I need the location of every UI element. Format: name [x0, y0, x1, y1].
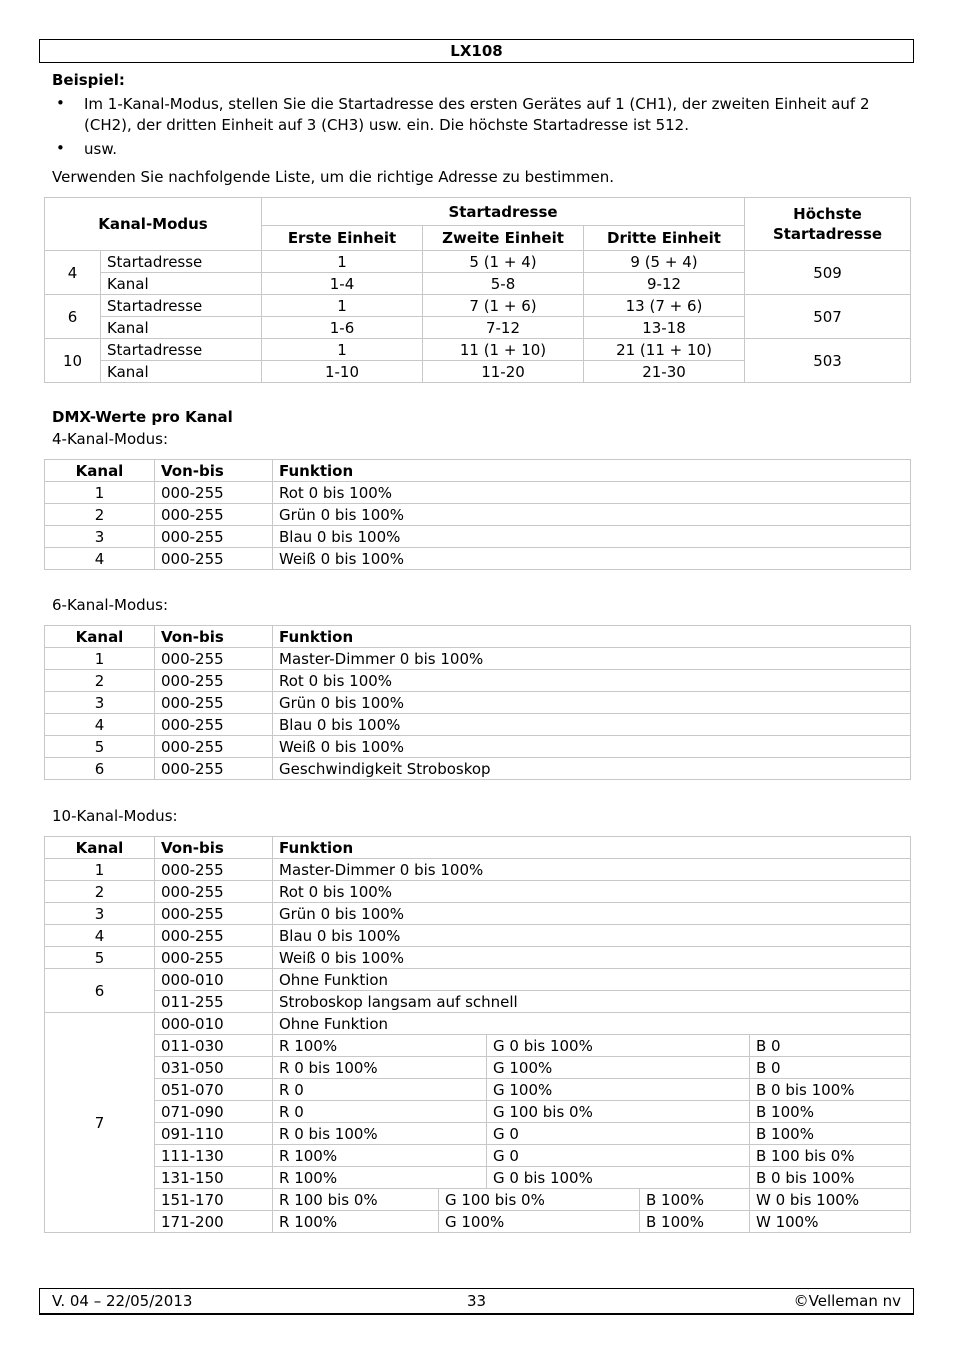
- mode10-label: 10-Kanal-Modus:: [52, 807, 178, 825]
- function-cell: Ohne Funktion: [273, 969, 911, 991]
- bullet-text-2: usw.: [84, 140, 117, 158]
- header-kanal: Kanal: [45, 626, 155, 648]
- red-value-cell: R 100%: [273, 1167, 487, 1189]
- table-row: [45, 482, 911, 504]
- function-cell: Grün 0 bis 100%: [273, 504, 911, 526]
- header-funktion: Funktion: [273, 460, 911, 482]
- channel-cell: 6: [45, 758, 155, 780]
- function-cell: Blau 0 bis 100%: [273, 925, 911, 947]
- table-row: [45, 1167, 911, 1189]
- page-footer: [39, 1288, 914, 1315]
- page-header: [39, 39, 914, 63]
- address-cell: 7 (1 + 6): [423, 295, 584, 317]
- channel-cell: 5: [45, 736, 155, 758]
- table-header-row: [45, 460, 911, 482]
- table-row: [45, 1013, 911, 1035]
- address-cell: 13 (7 + 6): [584, 295, 745, 317]
- footer-copyright: ©Velleman nv: [793, 1292, 901, 1310]
- example-heading: Beispiel:: [52, 71, 125, 89]
- table-row: [45, 1123, 911, 1145]
- red-value-cell: R 0: [273, 1079, 487, 1101]
- intro-note: Verwenden Sie nachfolgende Liste, um die richtige Adresse zu bestimmen.: [52, 168, 614, 186]
- function-cell: Weiß 0 bis 100%: [273, 947, 911, 969]
- bullet-icon: •: [56, 139, 65, 157]
- blue-value-cell: B 0: [750, 1035, 911, 1057]
- blue-value-cell: B 0 bis 100%: [750, 1167, 911, 1189]
- table-row: [45, 714, 911, 736]
- table-row: [45, 1101, 911, 1123]
- function-cell: Grün 0 bis 100%: [273, 903, 911, 925]
- red-value-cell: R 0: [273, 1101, 487, 1123]
- channel-range-cell: 1-10: [262, 361, 423, 383]
- function-cell: Rot 0 bis 100%: [273, 482, 911, 504]
- range-cell: 000-255: [155, 903, 273, 925]
- table-row: [45, 1189, 911, 1211]
- footer-page-number: 33: [467, 1292, 487, 1310]
- range-cell: 000-255: [155, 881, 273, 903]
- green-value-cell: G 0: [487, 1123, 750, 1145]
- blue-value-cell: B 100%: [750, 1101, 911, 1123]
- table-row: [45, 1035, 911, 1057]
- table-row: [45, 1057, 911, 1079]
- address-cell: 1: [262, 251, 423, 273]
- channel-cell: 2: [45, 881, 155, 903]
- table-row: [45, 692, 911, 714]
- channel-cell: 3: [45, 526, 155, 548]
- mode10-table: [44, 836, 911, 1233]
- channel-cell: 3: [45, 903, 155, 925]
- range-cell: 000-255: [155, 714, 273, 736]
- green-value-cell: G 100%: [487, 1057, 750, 1079]
- red-value-cell: R 100 bis 0%: [273, 1189, 439, 1211]
- function-cell: Stroboskop langsam auf schnell: [273, 991, 911, 1013]
- table-row: [45, 903, 911, 925]
- mode-cell: 6: [45, 295, 101, 339]
- range-cell: 011-030: [155, 1035, 273, 1057]
- row-label: Startadresse: [101, 339, 262, 361]
- table-row: [45, 548, 911, 570]
- bullet-text-1: Im 1-Kanal-Modus, stellen Sie die Startadresse des ersten Gerätes auf 1 (CH1), der zweiten Einheit auf 2 (CH2), der dritten Einheit auf 3 (CH3) usw. ein. Die höchste Startadresse ist 512.: [84, 95, 870, 134]
- table-row: [45, 526, 911, 548]
- range-cell: 000-010: [155, 1013, 273, 1035]
- channel-cell: 1: [45, 482, 155, 504]
- footer-version: V. 04 – 22/05/2013: [52, 1292, 193, 1310]
- table-row: [45, 1145, 911, 1167]
- table-row: [45, 991, 911, 1013]
- green-value-cell: G 100 bis 0%: [439, 1189, 640, 1211]
- row-label: Startadresse: [101, 251, 262, 273]
- mode4-label: 4-Kanal-Modus:: [52, 430, 169, 448]
- channel-cell: 2: [45, 670, 155, 692]
- range-cell: 051-070: [155, 1079, 273, 1101]
- start-address-table: [44, 197, 911, 383]
- address-cell: 1: [262, 295, 423, 317]
- channel-range-cell: 1-4: [262, 273, 423, 295]
- dmx-heading: DMX-Werte pro Kanal: [52, 408, 233, 426]
- channel-cell: 3: [45, 692, 155, 714]
- header-funktion: Funktion: [273, 837, 911, 859]
- channel-range-cell: 1-6: [262, 317, 423, 339]
- table-row: [45, 648, 911, 670]
- white-value-cell: W 0 bis 100%: [750, 1189, 911, 1211]
- function-cell: Master-Dimmer 0 bis 100%: [273, 648, 911, 670]
- red-value-cell: R 100%: [273, 1211, 439, 1233]
- table-row: [45, 504, 911, 526]
- header-funktion: Funktion: [273, 626, 911, 648]
- blue-value-cell: B 0 bis 100%: [750, 1079, 911, 1101]
- blue-value-cell: B 100%: [750, 1123, 911, 1145]
- row-label: Kanal: [101, 273, 262, 295]
- header-startadresse: Startadresse: [262, 198, 745, 226]
- table-row: [45, 859, 911, 881]
- channel-cell: 1: [45, 859, 155, 881]
- address-cell: 9 (5 + 4): [584, 251, 745, 273]
- table-header-row: [45, 626, 911, 648]
- channel-range-cell: 13-18: [584, 317, 745, 339]
- mode6-label: 6-Kanal-Modus:: [52, 596, 169, 614]
- channel-range-cell: 21-30: [584, 361, 745, 383]
- function-cell: Master-Dimmer 0 bis 100%: [273, 859, 911, 881]
- range-cell: 000-255: [155, 482, 273, 504]
- address-cell: 5 (1 + 4): [423, 251, 584, 273]
- max-address-cell: 503: [745, 339, 911, 383]
- blue-value-cell: B 100%: [640, 1211, 750, 1233]
- mode4-table: [44, 459, 911, 570]
- range-cell: 000-255: [155, 504, 273, 526]
- channel-cell: 4: [45, 925, 155, 947]
- blue-value-cell: B 0: [750, 1057, 911, 1079]
- green-value-cell: G 100%: [487, 1079, 750, 1101]
- header-dritte-einheit: Dritte Einheit: [584, 226, 745, 251]
- range-cell: 000-255: [155, 692, 273, 714]
- white-value-cell: W 100%: [750, 1211, 911, 1233]
- range-cell: 151-170: [155, 1189, 273, 1211]
- channel-cell: 5: [45, 947, 155, 969]
- row-label: Kanal: [101, 317, 262, 339]
- blue-value-cell: B 100%: [640, 1189, 750, 1211]
- table-row: [45, 295, 911, 317]
- function-cell: Weiß 0 bis 100%: [273, 736, 911, 758]
- header-von-bis: Von-bis: [155, 837, 273, 859]
- range-cell: 091-110: [155, 1123, 273, 1145]
- function-cell: Blau 0 bis 100%: [273, 526, 911, 548]
- table-row: [45, 925, 911, 947]
- red-value-cell: R 100%: [273, 1145, 487, 1167]
- function-cell: Rot 0 bis 100%: [273, 881, 911, 903]
- range-cell: 171-200: [155, 1211, 273, 1233]
- blue-value-cell: B 100 bis 0%: [750, 1145, 911, 1167]
- function-cell: Blau 0 bis 100%: [273, 714, 911, 736]
- mode6-table: [44, 625, 911, 780]
- document-title: LX108: [450, 42, 503, 60]
- channel-cell: 2: [45, 504, 155, 526]
- range-cell: 131-150: [155, 1167, 273, 1189]
- range-cell: 111-130: [155, 1145, 273, 1167]
- row-label: Startadresse: [101, 295, 262, 317]
- range-cell: 071-090: [155, 1101, 273, 1123]
- red-value-cell: R 0 bis 100%: [273, 1057, 487, 1079]
- green-value-cell: G 0 bis 100%: [487, 1035, 750, 1057]
- green-value-cell: G 0 bis 100%: [487, 1167, 750, 1189]
- function-cell: Weiß 0 bis 100%: [273, 548, 911, 570]
- function-cell: Grün 0 bis 100%: [273, 692, 911, 714]
- row-label: Kanal: [101, 361, 262, 383]
- range-cell: 000-010: [155, 969, 273, 991]
- red-value-cell: R 0 bis 100%: [273, 1123, 487, 1145]
- range-cell: 000-255: [155, 925, 273, 947]
- table-row: [45, 339, 911, 361]
- header-zweite-einheit: Zweite Einheit: [423, 226, 584, 251]
- function-cell: Rot 0 bis 100%: [273, 670, 911, 692]
- table-row: [45, 670, 911, 692]
- range-cell: 000-255: [155, 670, 273, 692]
- green-value-cell: G 100%: [439, 1211, 640, 1233]
- header-kanal-modus: Kanal-Modus: [45, 198, 262, 251]
- range-cell: 000-255: [155, 859, 273, 881]
- channel-range-cell: 9-12: [584, 273, 745, 295]
- range-cell: 000-255: [155, 947, 273, 969]
- channel-cell: 1: [45, 648, 155, 670]
- function-cell: Geschwindigkeit Stroboskop: [273, 758, 911, 780]
- table-header-row: [45, 837, 911, 859]
- range-cell: 000-255: [155, 526, 273, 548]
- channel-range-cell: 5-8: [423, 273, 584, 295]
- range-cell: 000-255: [155, 548, 273, 570]
- header-kanal: Kanal: [45, 460, 155, 482]
- max-address-cell: 509: [745, 251, 911, 295]
- mode-cell: 4: [45, 251, 101, 295]
- max-address-cell: 507: [745, 295, 911, 339]
- channel-cell: 4: [45, 548, 155, 570]
- header-erste-einheit: Erste Einheit: [262, 226, 423, 251]
- mode-cell: 10: [45, 339, 101, 383]
- table-row: [45, 1211, 911, 1233]
- red-value-cell: R 100%: [273, 1035, 487, 1057]
- channel-range-cell: 7-12: [423, 317, 584, 339]
- range-cell: 000-255: [155, 648, 273, 670]
- channel-range-cell: 11-20: [423, 361, 584, 383]
- header-hoechste-startadresse: Höchste Startadresse: [745, 198, 911, 251]
- header-von-bis: Von-bis: [155, 460, 273, 482]
- table-row: [45, 251, 911, 273]
- range-cell: 000-255: [155, 758, 273, 780]
- header-von-bis: Von-bis: [155, 626, 273, 648]
- function-cell: Ohne Funktion: [273, 1013, 911, 1035]
- address-cell: 21 (11 + 10): [584, 339, 745, 361]
- table-row: [45, 881, 911, 903]
- table-row: [45, 758, 911, 780]
- green-value-cell: G 100 bis 0%: [487, 1101, 750, 1123]
- header-kanal: Kanal: [45, 837, 155, 859]
- table-row: [45, 1079, 911, 1101]
- green-value-cell: G 0: [487, 1145, 750, 1167]
- address-cell: 1: [262, 339, 423, 361]
- table-row: [45, 736, 911, 758]
- range-cell: 011-255: [155, 991, 273, 1013]
- address-cell: 11 (1 + 10): [423, 339, 584, 361]
- channel-cell: 6: [45, 969, 155, 1013]
- bullet-icon: •: [56, 94, 65, 112]
- range-cell: 000-255: [155, 736, 273, 758]
- table-row: [45, 969, 911, 991]
- channel-cell: 4: [45, 714, 155, 736]
- range-cell: 031-050: [155, 1057, 273, 1079]
- channel-cell: 7: [45, 1013, 155, 1233]
- table-row: [45, 947, 911, 969]
